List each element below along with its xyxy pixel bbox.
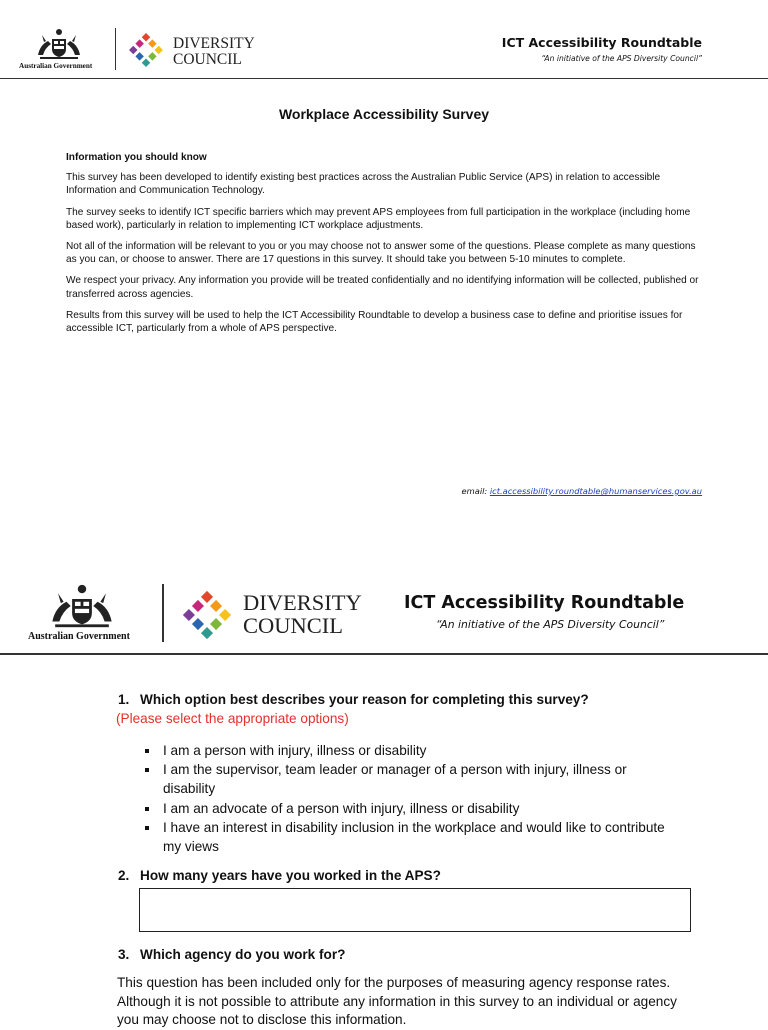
header-rule [0,653,768,655]
question-number: 2. [118,868,130,883]
diversity-diamond-icon [127,31,165,69]
logo-divider [115,28,116,70]
header-rule [0,78,768,79]
question-text: Which agency do you work for? [140,947,346,962]
council-line1: DIVERSITY [173,35,255,52]
page-title: Workplace Accessibility Survey [278,106,490,122]
coat-of-arms-icon [34,27,84,61]
years-answer-field[interactable] [139,888,691,932]
gov-label: Australian Government [28,631,130,642]
intro-paragraph: This survey has been developed to identify existing best practices across the Australian Public Service (APS) in relation to accessible Information and Communication Technology. [66,172,661,197]
intro-paragraph: Results from this survey will be used to help the ICT Accessibility Roundtable to develop a business case to define and prioritise issues for accessible ICT, particularly from a whole of APS perspective. [66,309,683,335]
roundtable-title: ICT Accessibility Roundtable [404,593,685,613]
question-number: 1. [118,692,130,707]
question-text: Which option best describes your reason for completing this survey? [140,692,589,707]
logo-divider [162,584,164,642]
intro-section [66,151,706,343]
question-3-body: This question has been included only for the purposes of measuring agency response rates. Although it is not possible to attribute any information in this survey to an individual or agency you may choose not to disclose this information. [117,975,677,1028]
email-label: email: [461,486,488,496]
option-item[interactable]: I am an advocate of a person with injury, illness or disability [142,799,682,818]
question-1-options [142,741,682,856]
header-large [0,570,768,660]
question-number: 3. [118,947,130,962]
roundtable-tagline: “An initiative of the APS Diversity Council” [436,618,665,631]
option-item[interactable]: I am the supervisor, team leader or manager of a person with injury, illness or disability [142,760,682,798]
intro-paragraph: Not all of the information will be relevant to you or you may choose not to answer some of the questions. Please complete as many questions as you can, or choose to answer. There are 17 questions in this survey. It should take you between 5-10 minutes to complete. [66,241,696,266]
contact-email [462,486,702,496]
question-1-hint: (Please select the appropriate options) [116,711,349,726]
email-link[interactable]: ict.accessibility.roundtable@humanservices.gov.au [489,486,702,496]
question-1-title [118,692,589,707]
intro-paragraph: The survey seeks to identify ICT specific barriers which may prevent APS employees from full participation in the workplace (including home based work), particularly in relation to implementing ICT workplace adjustments. [66,206,691,231]
diversity-diamond-icon [180,588,234,642]
roundtable-tagline: “An initiative of the APS Diversity Council” [541,54,702,63]
option-item[interactable]: I have an interest in disability inclusion in the workplace and would like to contribute my views [142,818,682,856]
question-3-title [118,947,345,962]
intro-paragraph: We respect your privacy. Any information you provide will be treated confidentially and no identifying information will be collected, published or transferred across agencies. [66,275,699,300]
roundtable-title: ICT Accessibility Roundtable [501,35,702,50]
coat-of-arms-icon [46,582,118,630]
question-2-title [118,868,441,883]
header-small [0,0,768,80]
option-item[interactable]: I am a person with injury, illness or disability [142,741,682,760]
question-text: How many years have you worked in the APS? [140,868,441,883]
council-line2: COUNCIL [173,51,242,68]
council-line2: COUNCIL [243,613,343,638]
gov-label: Australian Government [19,62,93,70]
info-heading: Information you should know [66,152,207,163]
council-line1: DIVERSITY [243,590,362,615]
